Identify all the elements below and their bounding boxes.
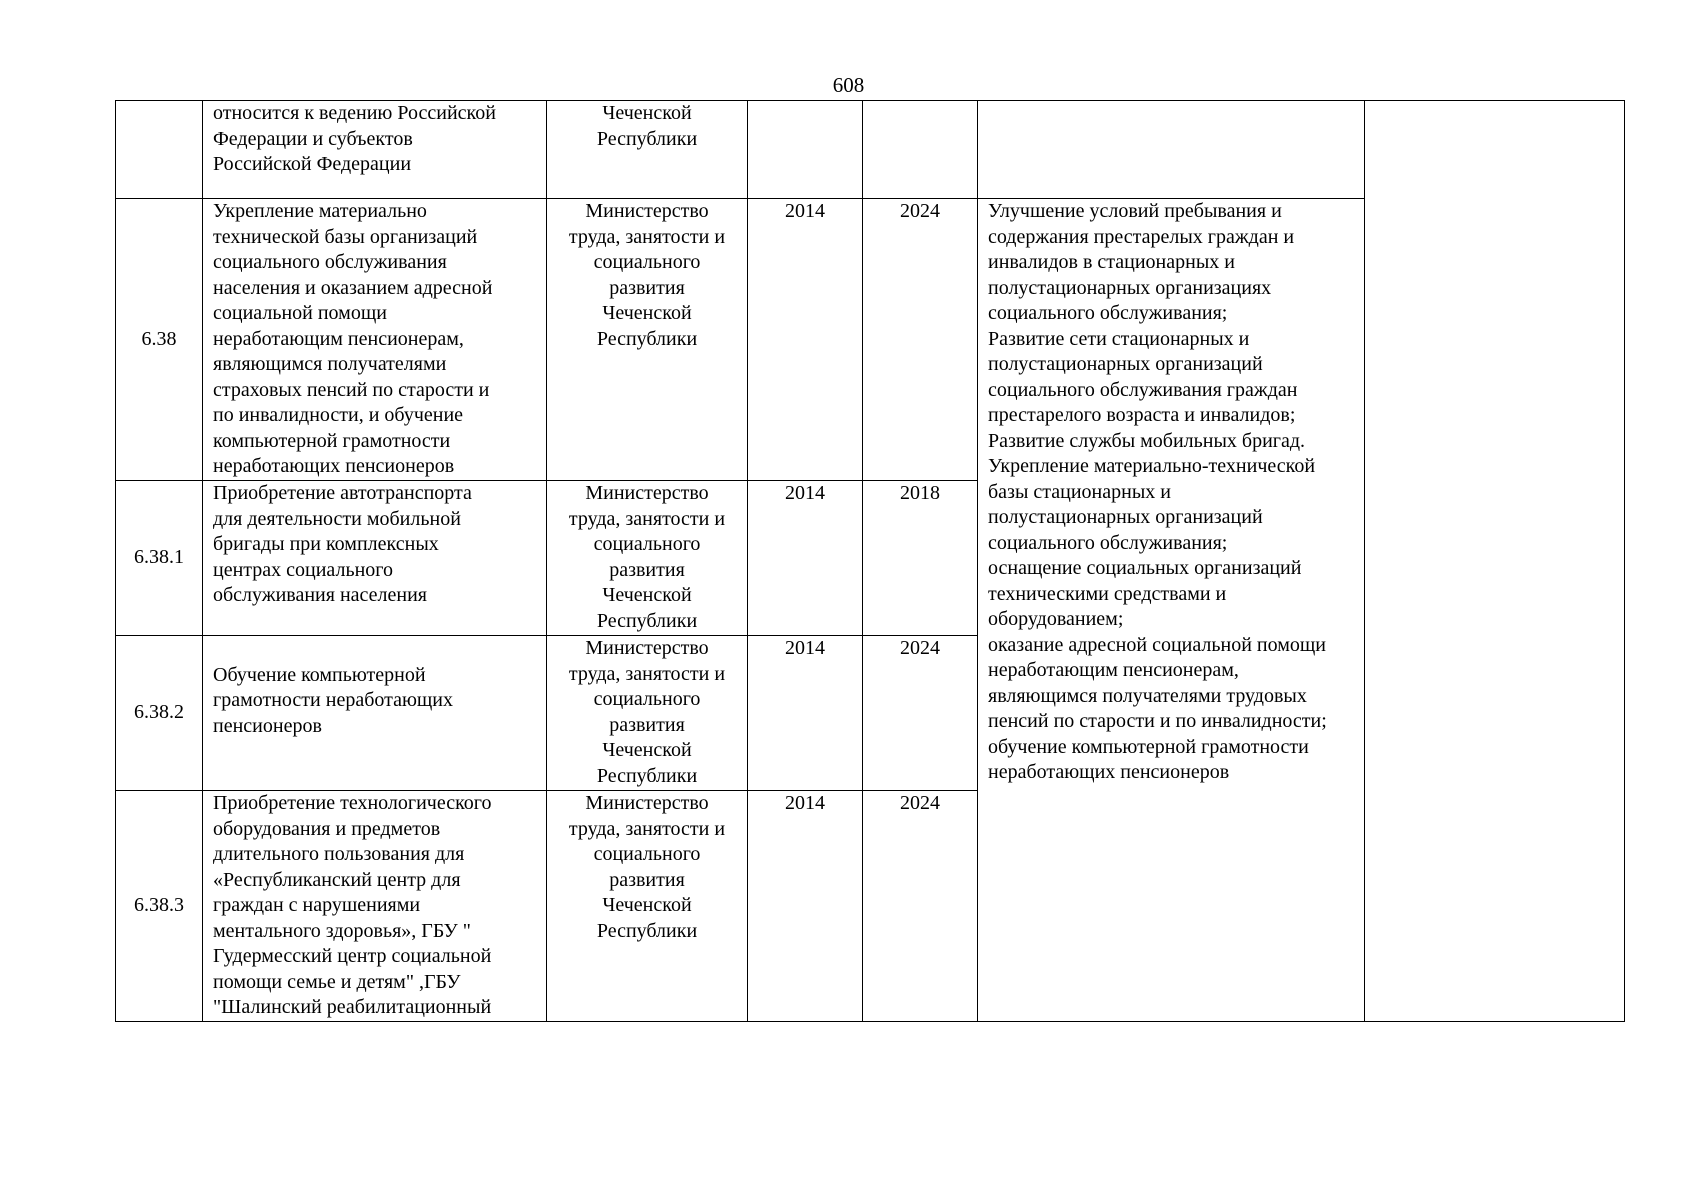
executor: Министерство труда, занятости и социального развития Чеченской Республики: [547, 199, 748, 481]
start-year: 2014: [748, 791, 863, 1022]
row-number: 6.38.3: [116, 791, 203, 1022]
expected-results: Улучшение условий пребывания и содержания престарелых граждан и инвалидов в стационарных и полустационарных организациях социального обслуживания; Развитие сети стационарных и полустационарных организаций социального обслуживания граждан престарелого возраста и инвалидов; Развитие службы мобильных бригад. Укрепление материально-технической базы стационарных и полустационарных организаций социального обслуживания; оснащение социальных организаций техническими средствами и оборудованием; оказание адресной социальной помощи неработающим пенсионерам, являющимся получателями трудовых пенсий по старости и по инвалидности; обучение компьютерной грамотности неработающих пенсионеров: [978, 199, 1365, 1022]
end-year: 2024: [863, 636, 978, 791]
measure-name: Обучение компьютерной грамотности неработающих пенсионеров: [213, 663, 454, 737]
measure-name-cell: [203, 636, 547, 791]
end-year: 2018: [863, 481, 978, 636]
end-year: 2024: [863, 199, 978, 481]
executor: Министерство труда, занятости и социального развития Чеченской Республики: [547, 481, 748, 636]
executor: Чеченской Республики: [547, 101, 748, 199]
end-year: [863, 101, 978, 199]
end-year: 2024: [863, 791, 978, 1022]
table-row: [116, 101, 1625, 199]
executor: Министерство труда, занятости и социального развития Чеченской Республики: [547, 791, 748, 1022]
measure-name: Укрепление материально технической базы организаций социального обслуживания населения и оказанием адресной социальной помощи неработающим пенсионерам, являющимся получателями страховых пенсий по старости и по инвалидности, и обучение компьютерной грамотности неработающих пенсионеров: [203, 199, 547, 481]
start-year: 2014: [748, 481, 863, 636]
row-number: 6.38.1: [116, 481, 203, 636]
row-number: 6.38: [116, 199, 203, 481]
start-year: 2014: [748, 636, 863, 791]
page-number: 608: [832, 73, 865, 97]
measure-name: Приобретение технологического оборудования и предметов длительного пользования для «Республиканский центр для граждан с нарушениями ментального здоровья», ГБУ " Гудермесский центр социальной помощи семье и детям" ,ГБУ "Шалинский реабилитационный: [203, 791, 547, 1022]
start-year: 2014: [748, 199, 863, 481]
start-year: [748, 101, 863, 199]
row-number: [116, 101, 203, 199]
measure-name: Приобретение автотранспорта для деятельности мобильной бригады при комплексных центрах социального обслуживания населения: [203, 481, 547, 636]
measure-name: относится к ведению Российской Федерации и субъектов Российской Федерации: [203, 101, 547, 199]
program-table: [115, 100, 1625, 1022]
result-cell-empty: [978, 101, 1365, 199]
executor: Министерство труда, занятости и социального развития Чеченской Республики: [547, 636, 748, 791]
extra-column-cell: [1365, 101, 1625, 1022]
row-number: 6.38.2: [116, 636, 203, 791]
